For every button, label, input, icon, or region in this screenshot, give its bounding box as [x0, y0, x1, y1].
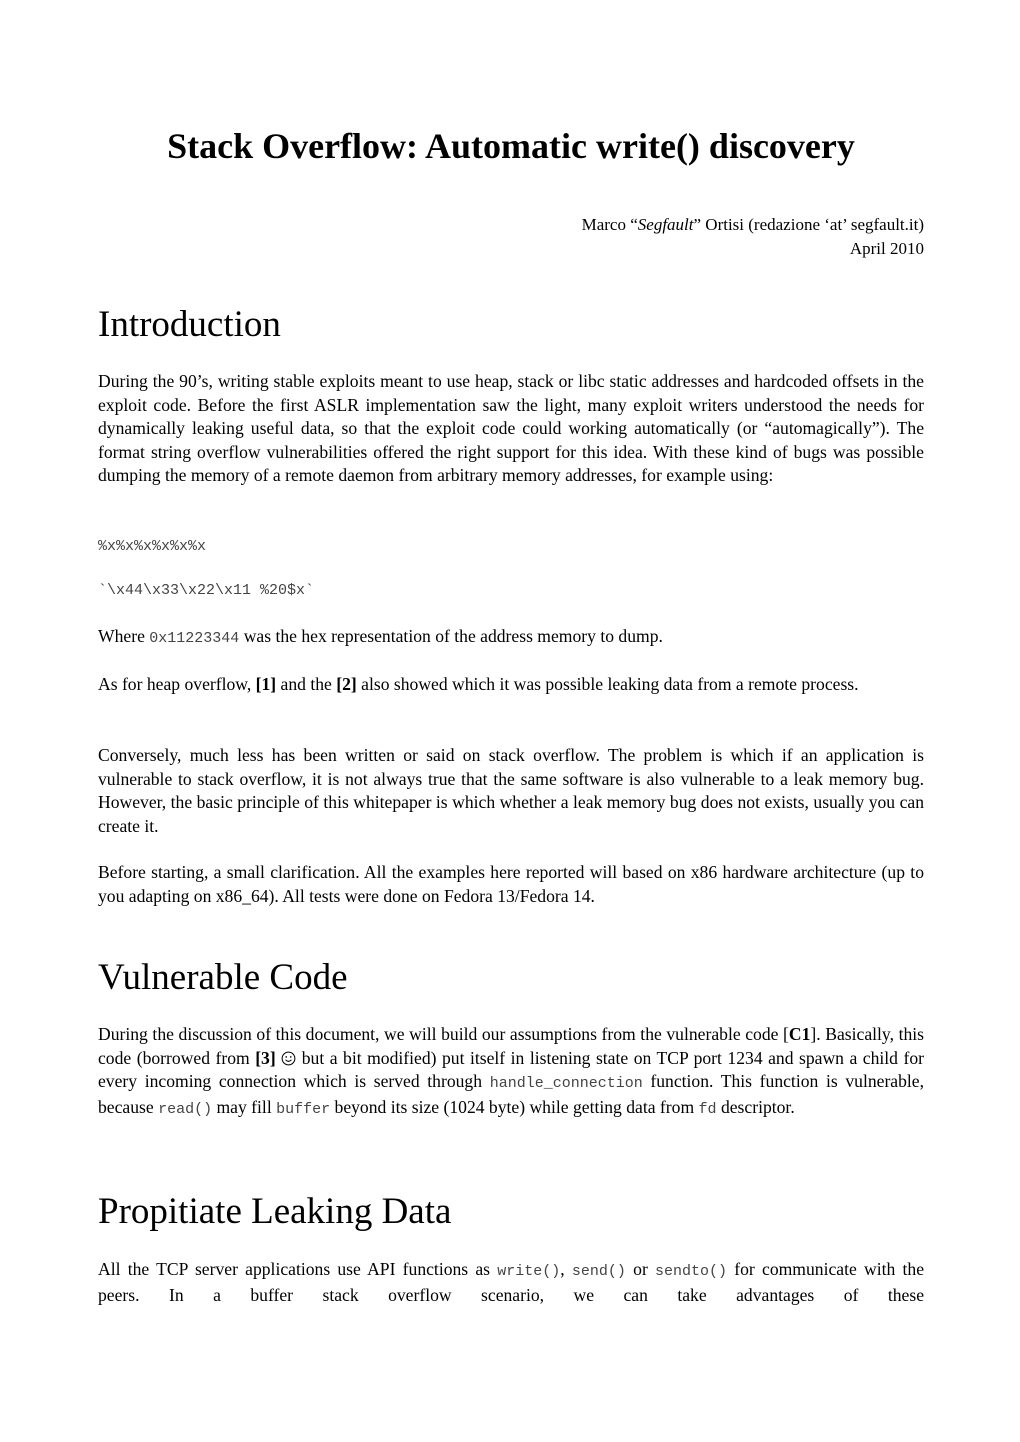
- reference-2: [2]: [336, 674, 357, 694]
- heading-propitiate-leaking-data: Propitiate Leaking Data: [98, 1191, 452, 1232]
- inline-code-send: send(): [571, 1263, 626, 1280]
- code-format-string-2: `\x44\x33\x22\x11 %20$x`: [98, 582, 315, 599]
- inline-code-handle-connection: handle_connection: [489, 1075, 643, 1092]
- paragraph-before-starting: Before starting, a small clarification. All the examples here reported will based on x86 hardware architecture (up to you adapting on x86_64). All tests were done on Fedora 13/Fedora 14.: [98, 862, 924, 906]
- author-line: Marco “Segfault” Ortisi (redazione ‘at’ segfault.it): [581, 215, 924, 234]
- code-format-string-1: %x%x%x%x%x%x: [98, 538, 207, 555]
- paragraph-vulnerable-code: During the discussion of this document, we will build our assumptions from the vulnerable code [C1]. Basically, this code (borrowed from [3] but a bit modified) put itself in listening state on TCP port 1234 and spawn a child for every incoming connection which is served through handle_connection function. This function is vulnerable, because read() may fill buffer beyond its size (1024 byte) while getting data from fd descriptor.: [98, 1024, 924, 1118]
- byline: [582, 213, 924, 261]
- reference-3: [3]: [255, 1047, 276, 1068]
- inline-code-address: 0x11223344: [149, 630, 240, 647]
- smiley-icon: [281, 1051, 296, 1066]
- document-date: April 2010: [849, 239, 924, 258]
- paragraph-conversely: Conversely, much less has been written or said on stack overflow. The problem is which if an application is vulnerable to stack overflow, it is not always true that the same software is also vulnerable to a leak memory bug. However, the basic principle of this whitepaper is which whether a leak memory bug does not exists, usually you can create it.: [98, 745, 924, 836]
- inline-code-read: read(): [158, 1100, 213, 1118]
- heading-vulnerable-code: Vulnerable Code: [98, 957, 348, 998]
- heading-introduction: Introduction: [98, 304, 281, 345]
- paragraph-intro: During the 90’s, writing stable exploits meant to use heap, stack or libc static addresses and hardcoded offsets in the exploit code. Before the first ASLR implementation saw the light, many exploit writers understood the needs for dynamically leaking useful data, so that the exploit code could working automatically (or “automagically”). The format string overflow vulnerabilities offered the right support for this idea. With these kind of bugs was possible dumping the memory of a remote daemon from arbitrary memory addresses, for example using:: [98, 371, 924, 485]
- reference-c1: C1: [788, 1024, 811, 1044]
- inline-code-write: write(): [497, 1263, 561, 1280]
- paragraph-leaking-data: All the TCP server applications use API functions as write(), send() or sendto() for communicate with the peers. In a buffer stack overflow scenario, we can take advantages of these: [98, 1259, 925, 1305]
- paragraph-heap-overflow: As for heap overflow, [1] and the [2] also showed which it was possible leaking data from a remote process.: [98, 674, 859, 694]
- paragraph-where: Where 0x11223344 was the hex representation of the address memory to dump.: [98, 626, 663, 647]
- author-nickname: Segfault: [637, 215, 694, 234]
- document-title: Stack Overflow: Automatic write() discovery: [167, 126, 855, 166]
- inline-code-buffer: buffer: [276, 1100, 331, 1118]
- inline-code-sendto: sendto(): [655, 1263, 728, 1280]
- reference-1: [1]: [255, 674, 277, 694]
- inline-code-fd: fd: [698, 1100, 717, 1118]
